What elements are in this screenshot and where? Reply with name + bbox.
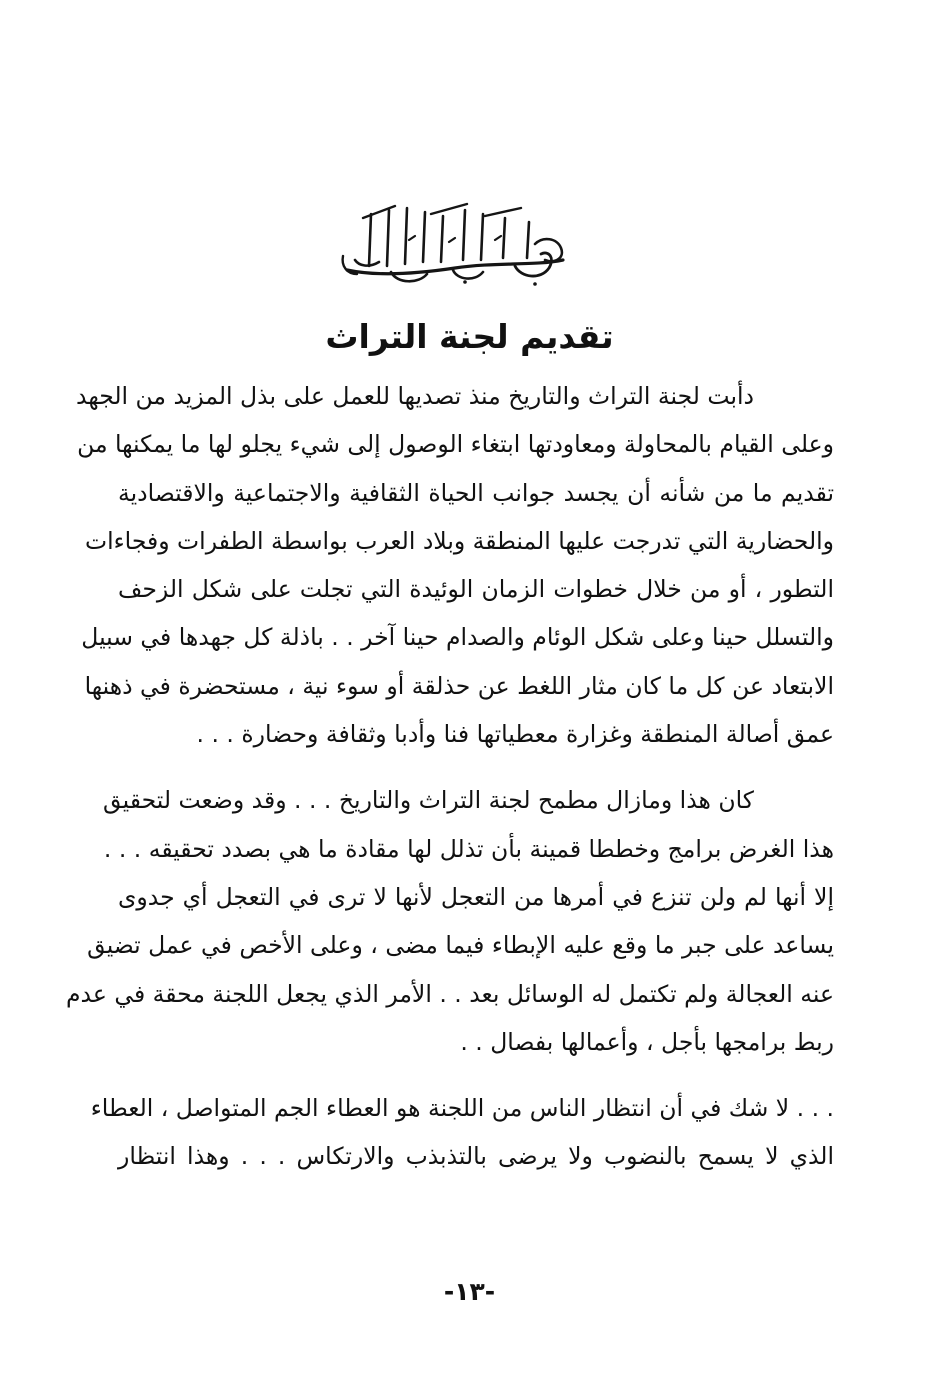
- text-line: والتسلل حينا وعلى شكل الوئام والصدام حينا آخر . . باذلة كل جهدها في سبيل: [81, 623, 834, 652]
- text-line: إلا أنها لم ولن تنزع في أمرها من التعجل لأنها لا ترى في التعجل أي جدوى: [118, 882, 834, 911]
- basmala-calligraphy-image: [335, 196, 575, 292]
- basmala-calligraphy: [335, 196, 575, 292]
- text-line: عنه العجالة ولم تكتمل له الوسائل بعد . . الأمر الذي يجعل اللجنة محقة في عدم: [66, 979, 834, 1008]
- paragraph-2: [66, 776, 834, 1066]
- text-line: كان هذا ومازال مطمح لجنة التراث والتاريخ . . . وقد وضعت لتحقيق: [103, 786, 754, 815]
- text-line: التطور ، أو من خلال خطوات الزمان الوئيدة التي تجلت على شكل الزحف: [118, 575, 834, 604]
- text-line: الابتعاد عن كل ما كان مثار اللغط عن حذلقة أو سوء نية ، مستحضرة في ذهنها: [84, 671, 834, 700]
- text-line: هذا الغرض برامج وخططا قمينة بأن تذلل لها مقادة ما هي بصدد تحقيقه . . .: [103, 834, 834, 863]
- text-line: وعلى القيام بالمحاولة ومعاودتها ابتغاء الوصول إلى شيء يجلو لها ما يمكنها من: [77, 430, 834, 459]
- text-line: تقديم ما من شأنه أن يجسد جوانب الحياة الثقافية والاجتماعية والاقتصادية: [118, 478, 834, 507]
- text-line: ربط برامجها بأجل ، وأعمالها بفصال . .: [460, 1027, 834, 1056]
- paragraph-1: [76, 372, 834, 758]
- text-line: عمق أصالة المنطقة وغزارة معطياتها فنا وأدبا وثقافة وحضارة . . .: [196, 720, 834, 749]
- body-text: [66, 372, 834, 1199]
- text-line: يساعد على جبر ما وقع عليه الإبطاء فيما مضى ، وعلى الأخص في عمل تضيق: [87, 931, 834, 960]
- page-title: تقديم لجنة التراث: [325, 317, 614, 356]
- paragraph-3: [90, 1084, 834, 1181]
- page-number: -١٣-: [443, 1277, 496, 1306]
- text-line: . . . لا شك في أن انتظار الناس من اللجنة هو العطاء الجم المتواصل ، العطاء: [90, 1094, 834, 1123]
- text-line: دأبت لجنة التراث والتاريخ منذ تصديها للعمل على بذل المزيد من الجهد: [76, 382, 754, 410]
- text-line: الذي لا يسمح بالنضوب ولا يرضى بالتذبذب والارتكاس . . . وهذا انتظار: [118, 1142, 834, 1171]
- text-line: والحضارية التي تدرجت عليها المنطقة وبلاد العرب بواسطة الطفرات وفجاءات: [84, 526, 834, 555]
